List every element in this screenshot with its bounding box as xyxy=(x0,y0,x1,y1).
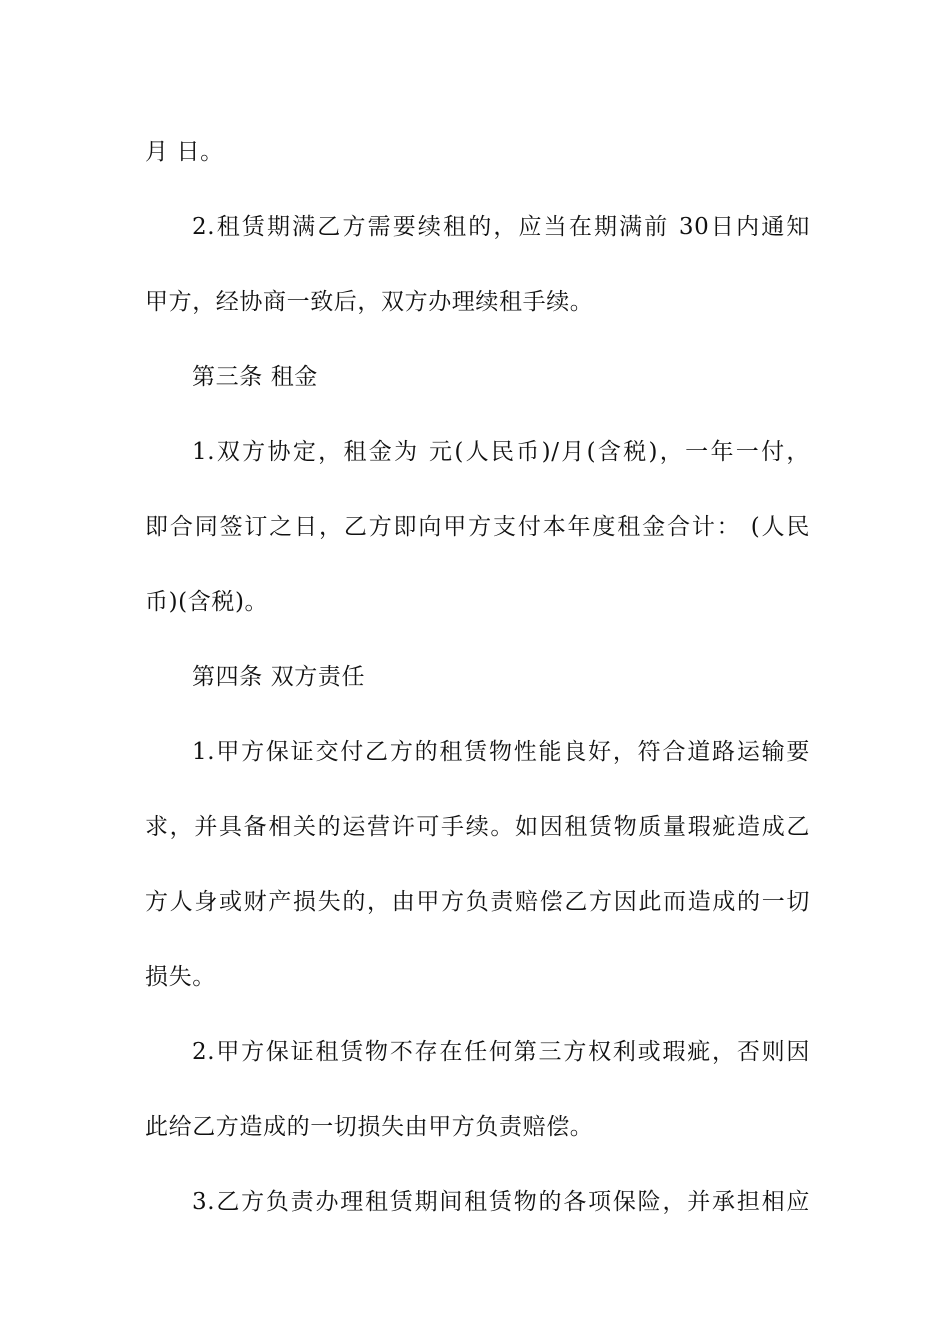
text-line: 损失。 xyxy=(145,964,216,990)
text-line: 2.甲方保证租赁物不存在任何第三方权利或瑕疵，否则因 xyxy=(192,1039,810,1065)
text-line: 此给乙方造成的一切损失由甲方负责赔偿。 xyxy=(145,1114,594,1140)
text-line: 1.双方协定，租金为 元(人民币)/月(含税)，一年一付， xyxy=(192,439,810,465)
text-line: 3.乙方负责办理租赁期间租赁物的各项保险，并承担相应 xyxy=(192,1189,810,1215)
text-line: 方人身或财产损失的，由甲方负责赔偿乙方因此而造成的一切 xyxy=(145,889,810,915)
text-line: 求，并具备相关的运营许可手续。如因租赁物质量瑕疵造成乙 xyxy=(145,814,810,840)
section-heading: 第四条 双方责任 xyxy=(192,664,366,690)
text-line: 2.租赁期满乙方需要续租的，应当在期满前 30日内通知 xyxy=(192,214,810,240)
text-line: 月 日。 xyxy=(145,139,224,165)
text-line: 币)(含税)。 xyxy=(145,589,269,615)
section-heading: 第三条 租金 xyxy=(192,364,318,390)
text-line: 甲方，经协商一致后，双方办理续租手续。 xyxy=(145,289,594,315)
text-line: 即合同签订之日，乙方即向甲方支付本年度租金合计： (人民 xyxy=(145,514,810,540)
text-line: 1.甲方保证交付乙方的租赁物性能良好，符合道路运输要 xyxy=(192,739,810,765)
